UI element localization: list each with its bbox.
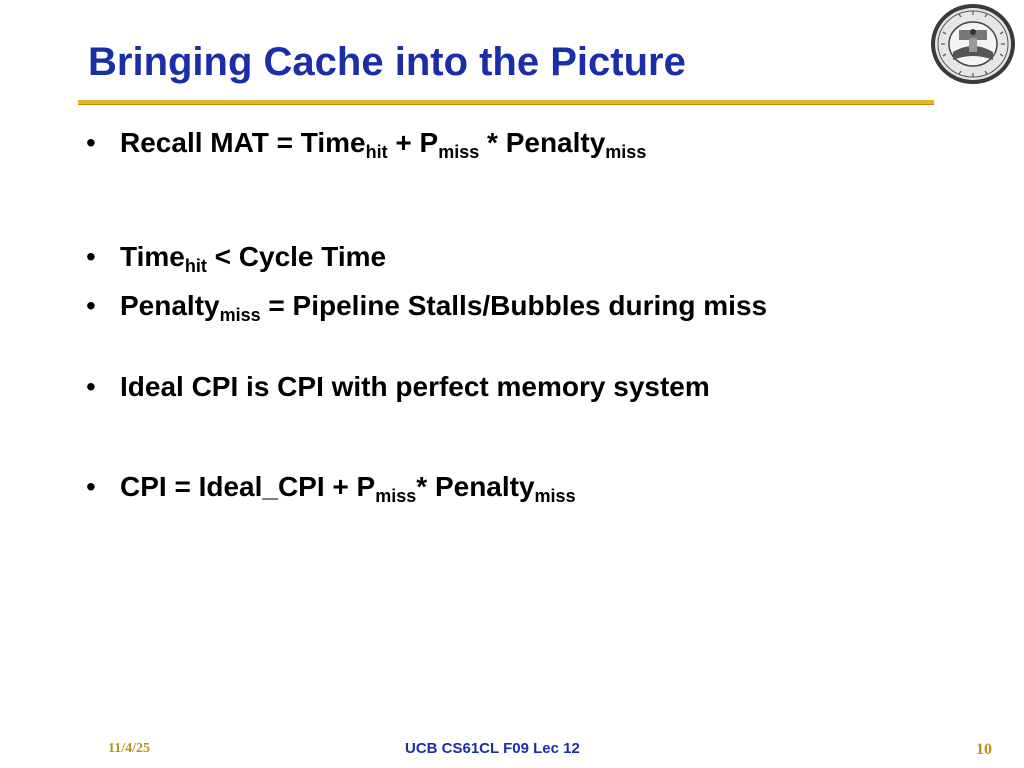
footer-course: UCB CS61CL F09 Lec 12 [405, 740, 580, 757]
bullet-marker: • [86, 371, 96, 402]
bullet-text: Ideal CPI is CPI with perfect memory system [120, 371, 710, 402]
bullet-marker: • [86, 127, 96, 158]
bullet-marker: • [86, 471, 96, 502]
footer-page-number: 10 [976, 741, 992, 758]
bullet-marker: • [86, 241, 96, 272]
bullet-text: Penalty$_{miss}$ = Pipeline Stalls/Bubbles during miss [120, 290, 768, 325]
bullet-text: Time$_{hit}$ < Cycle Time [120, 241, 387, 276]
bullet-text: Recall MAT = Time$_{hit}$ + $P_{miss}$ * Penalty$_{miss}$ [120, 127, 647, 162]
university-seal-icon [929, 2, 1017, 86]
slide-title: Bringing Cache into the Picture [88, 40, 686, 84]
footer-date: 11/4/25 [108, 741, 151, 756]
bullet-marker: • [86, 290, 96, 321]
title-underline [78, 100, 934, 105]
bullet-text: CPI = Ideal_CPI + $P_{miss}*$ Penalty$_{miss}$ [120, 471, 576, 506]
